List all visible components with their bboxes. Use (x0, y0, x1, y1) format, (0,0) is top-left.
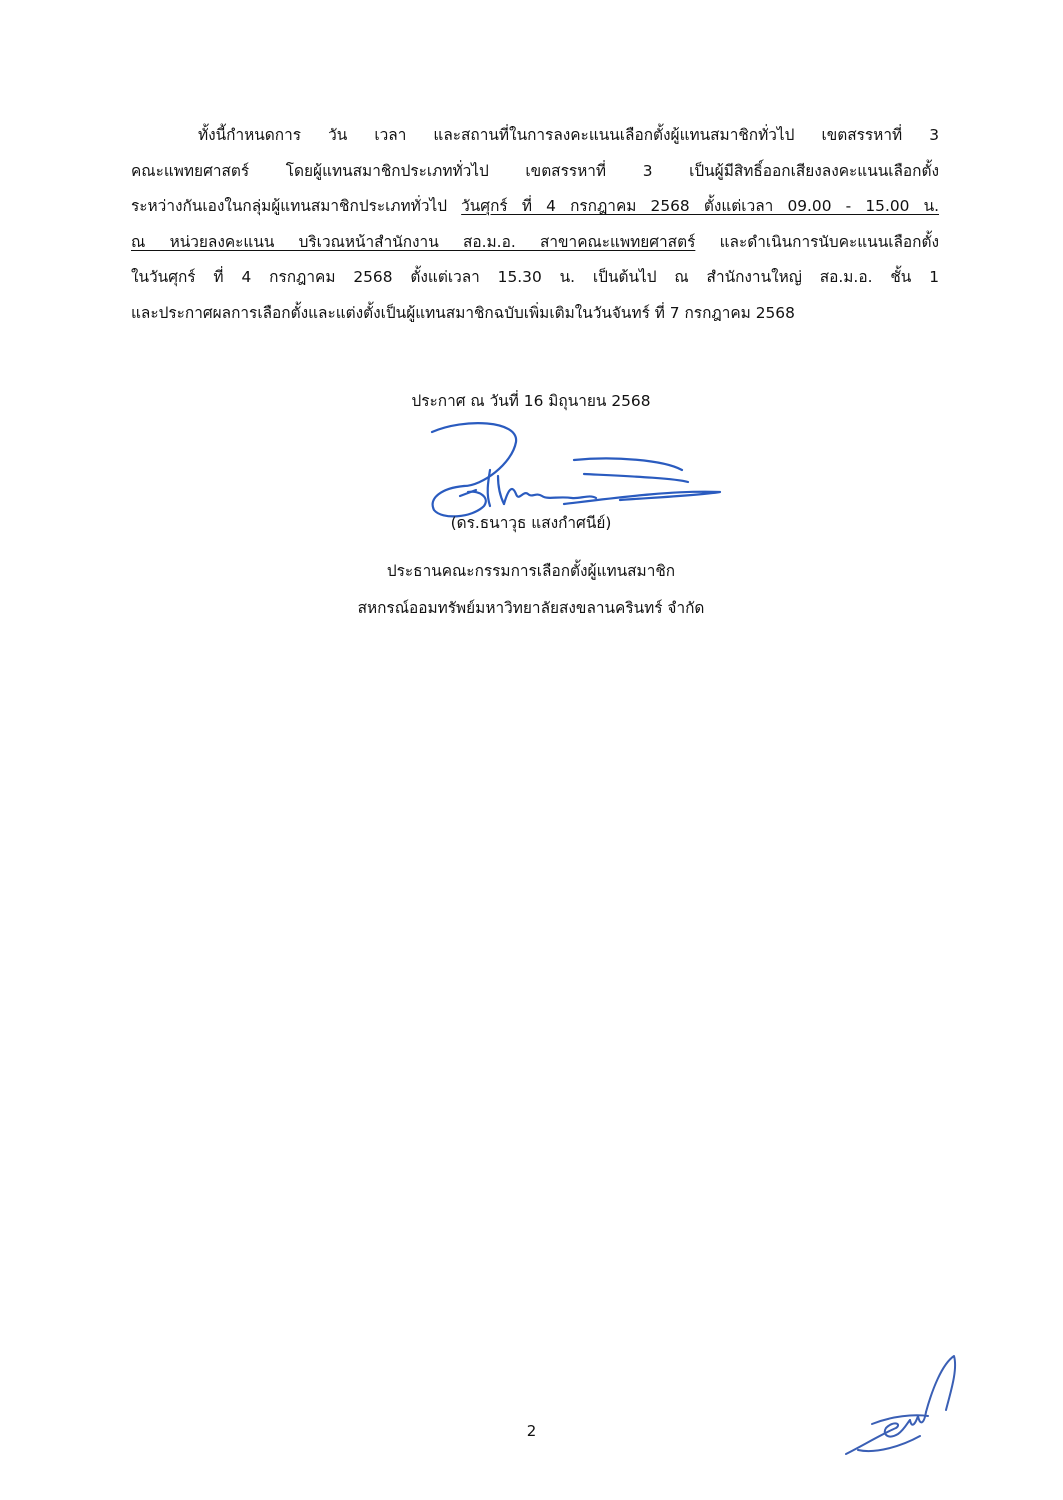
paragraph-line-3 (131, 189, 939, 225)
body-paragraph (131, 118, 939, 331)
paragraph-line-1: ทั้งนี้กำหนดการ วัน เวลา และสถานที่ในการลงคะแนนเลือกตั้งผู้แทนสมาชิกทั่วไป เขตสรรหาที่ 3 (198, 126, 939, 144)
initials-mark (842, 1350, 962, 1460)
paragraph-line-5: ในวันศุกร์ ที่ 4 กรกฎาคม 2568 ตั้งแต่เวลา 15.30 น. เป็นต้นไป ณ สำนักงานใหญ่ สอ.ม.อ. ชั้น 1 (131, 268, 939, 286)
paragraph-line-6: และประกาศผลการเลือกตั้งและแต่งตั้งเป็นผู้แทนสมาชิกฉบับเพิ่มเติมในวันจันทร์ ที่ 7 กรกฎาคม 2568 (131, 303, 795, 322)
voting-location-underlined: ณ หน่วยลงคะแนน บริเวณหน้าสำนักงาน สอ.ม.อ. สาขาคณะแพทยศาสตร์ (131, 232, 696, 251)
organization-name: สหกรณ์ออมทรัพย์มหาวิทยาลัยสงขลานครินทร์ จำกัด (357, 599, 705, 617)
paragraph-line-3-text: ระหว่างกันเองในกลุ่มผู้แทนสมาชิกประเภททั่วไป (131, 197, 462, 215)
signer-position: ประธานคณะกรรมการเลือกตั้งผู้แทนสมาชิก (386, 562, 676, 580)
page-number: 2 (526, 1422, 537, 1440)
signature-image (424, 420, 724, 520)
paragraph-line-4 (131, 225, 939, 261)
announcement-date: ประกาศ ณ วันที่ 16 มิถุนายน 2568 (411, 392, 651, 410)
election-date-time-underlined: วันศุกร์ ที่ 4 กรกฎาคม 2568 ตั้งแต่เวลา 09.00 - 15.00 น. (461, 197, 940, 215)
signer-name: (ดร.ธนาวุธ แสงกำศนีย์) (450, 514, 612, 532)
paragraph-line-4-text: และดำเนินการนับคะแนนเลือกตั้ง (695, 232, 939, 251)
paragraph-line-2: คณะแพทยศาสตร์ โดยผู้แทนสมาชิกประเภททั่วไป เขตสรรหาที่ 3 เป็นผู้มีสิทธิ์ออกเสียงลงคะแนนเลือกตั้ง (131, 161, 939, 180)
